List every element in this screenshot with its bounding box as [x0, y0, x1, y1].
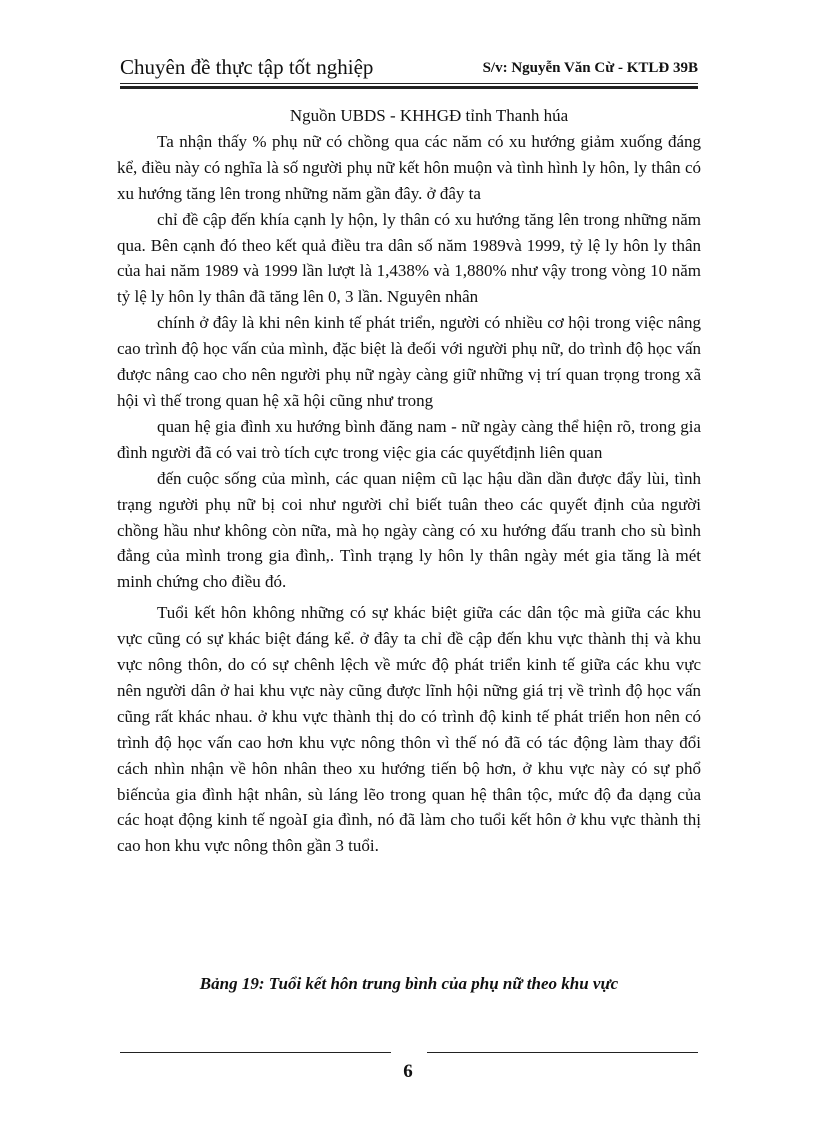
- paragraph-4: quan hệ gia đình xu hướng bình đăng nam - nữ ngày càng thể hiện rõ, trong gia đình người đã có vai trò tích cực trong việc gia các quyếtđịnh liên quan: [117, 416, 701, 462]
- paragraph-6: Tuổi kết hôn không những có sự khác biệt giữa các dân tộc mà giữa các khu vực cũng có sự khác biệt đáng kể. ở đây ta chỉ đề cập đến khu vực thành thị và khu vực nông thôn, do có sự chênh lệch về mức độ phát triển kinh tế giữa các khu vực nên người dân ở hai khu vực này cũng được lĩnh hội nững giá trị về trình độ học vấn cũng rất khác nhau. ở khu vực thành thị do có trình độ kinh tế phát triển hon nên có trình độ học vấn cao hơn khu vực nông thôn vì thế nó đã có tác động làm thay đổi cách nhìn nhận về hôn nhân theo xu hướng tiến bộ hơn, ở khu vực này có sự phổ biếncủa gia đình hật nhân, sù láng lẽo trong quan hệ thân tộc, mức độ đa dạng của các hoạt động kinh tế ngoàI gia đình, nó đã làm cho tuổi kết hôn ở khu vực thành thị cao hon khu vực nông thôn gần 3 tuổi.: [117, 603, 701, 856]
- document-title: Chuyên đề thực tập tốt nghiệp: [120, 55, 374, 79]
- paragraph-5: đến cuộc sống của mình, các quan niệm cũ lạc hậu dần dần được đẩy lùi, tình trạng người phụ nữ bị coi như người chỉ biết tuân theo các quyết định của người chồng hầu như không còn nữa, mà họ ngày càng có xu hướng đấu tranh cho sù bình đẳng của mình trong gia đình,. Tình trạng ly hôn ly thân ngày mét gia tăng là mét minh chứng cho điều đó.: [117, 468, 701, 592]
- table-caption: Bảng 19: Tuổi kết hôn trung bình của phụ nữ theo khu vực: [199, 974, 619, 993]
- page-number: 6: [403, 1061, 413, 1082]
- body-text: [117, 103, 701, 859]
- footer-divider-right: [427, 1052, 698, 1053]
- author-line: S/v: Nguyễn Văn Cừ - KTLĐ 39B: [482, 60, 698, 76]
- paragraph-3: chính ở đây là khi nên kinh tế phát triển, người có nhiều cơ hội trong việc nâng cao trình độ học vấn của mình, đặc biệt là đeối với người phụ nữ, do trình độ học vấn được nâng cao cho nên người phụ nữ ngày càng giữ những vị trí quan trọng trong xã hội vì thế trong quan hệ xã hội cũng như trong: [117, 313, 701, 410]
- paragraph-2: chỉ đề cập đến khía cạnh ly hộn, ly thân có xu hướng tăng lên trong những năm qua. Bên cạnh đó theo kết quả điều tra dân số năm 1989và 1999, tỷ lệ ly hôn ly thân của hai năm 1989 và 1999 lần lượt là 1,438% và 1,880% như vậy trong vòng 10 năm tỷ lệ ly hôn ly thân đã tăng lên 0, 3 lần. Nguyên nhân: [117, 209, 701, 307]
- header-divider-thick: [120, 86, 698, 89]
- paragraph-1: Ta nhận thấy % phụ nữ có chồng qua các năm có xu hướng giảm xuống đáng kể, điều này có nghĩa là số người phụ nữ kết hôn muộn và tình hình ly hôn, ly thân có xu hướng tăng lên trong những năm gần đây. ở đây ta: [117, 131, 701, 203]
- page-header: [120, 54, 698, 80]
- header-divider: [120, 83, 698, 84]
- footer-divider-left: [120, 1052, 391, 1053]
- source-line: Nguồn UBDS - KHHGĐ tỉnh Thanh húa: [289, 106, 569, 125]
